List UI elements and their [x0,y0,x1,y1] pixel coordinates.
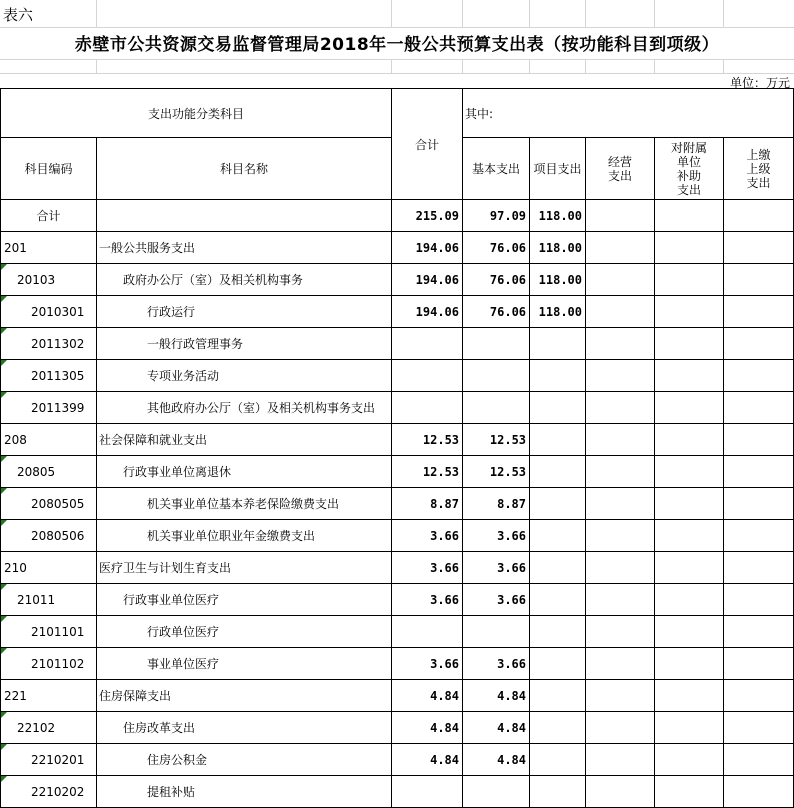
cell-total: 3.66 [392,520,463,552]
cell-subsidy [655,744,724,776]
cell-subsidy [655,424,724,456]
cell-subsidy [655,392,724,424]
grid-line [529,0,530,27]
cell-operating [586,648,655,680]
cell-name: 医疗卫生与计划生育支出 [97,552,392,584]
cell-total [392,360,463,392]
cell-subsidy [655,488,724,520]
cell-subsidy [655,456,724,488]
cell-basic [463,776,530,808]
cell-project [530,520,586,552]
cell-name: 一般公共服务支出 [97,232,392,264]
cell-operating [586,712,655,744]
cell-basic: 3.66 [463,584,530,616]
cell-upper [724,456,794,488]
cell-code: 2011305 [1,360,97,392]
grid-line [391,0,392,27]
cell-total: 3.66 [392,584,463,616]
cell-code: 221 [1,680,97,712]
cell-subsidy [655,712,724,744]
table-row [1,616,794,648]
cell-total [392,616,463,648]
cell-upper [724,360,794,392]
table-row [1,296,794,328]
cell-project [530,456,586,488]
cell-operating [586,552,655,584]
cell-upper [724,584,794,616]
cell-code: 2080505 [1,488,97,520]
cell-basic: 4.84 [463,712,530,744]
grid-line [585,59,586,73]
cell-upper [724,712,794,744]
cell-project [530,424,586,456]
grid-line [585,0,586,27]
cell-project: 118.00 [530,200,586,232]
table-row [1,744,794,776]
header-name: 科目名称 [97,138,392,200]
grid-line [529,59,530,73]
table-row [1,584,794,616]
cell-basic [463,616,530,648]
cell-total: 12.53 [392,424,463,456]
cell-subsidy [655,680,724,712]
cell-operating [586,520,655,552]
header-project: 项目支出 [530,138,586,200]
cell-total: 12.53 [392,456,463,488]
cell-upper [724,392,794,424]
table-row [1,488,794,520]
sheet-row-3 [0,59,794,74]
cell-name: 一般行政管理事务 [97,328,392,360]
sheet-label: 表六 [3,6,34,24]
table-row [1,200,794,232]
page-title: 赤壁市公共资源交易监督管理局2018年一般公共预算支出表（按功能科目到项级） [74,35,720,55]
cell-project [530,488,586,520]
cell-operating [586,424,655,456]
budget-table [0,88,794,808]
cell-code: 合计 [1,200,97,232]
cell-operating [586,264,655,296]
cell-subsidy [655,360,724,392]
cell-code: 208 [1,424,97,456]
cell-total: 194.06 [392,232,463,264]
grid-line [462,59,463,73]
cell-operating [586,488,655,520]
cell-subsidy [655,520,724,552]
cell-operating [586,776,655,808]
header-code: 科目编码 [1,138,97,200]
cell-operating [586,360,655,392]
cell-basic [463,328,530,360]
grid-line [723,59,724,73]
grid-line [654,0,655,27]
cell-name: 机关事业单位基本养老保险缴费支出 [97,488,392,520]
cell-name: 机关事业单位职业年金缴费支出 [97,520,392,552]
cell-total: 3.66 [392,552,463,584]
cell-total [392,392,463,424]
cell-basic [463,360,530,392]
grid-line [462,0,463,27]
cell-operating [586,328,655,360]
cell-subsidy [655,776,724,808]
cell-basic: 4.84 [463,680,530,712]
cell-total: 8.87 [392,488,463,520]
cell-total: 194.06 [392,264,463,296]
sheet-row-1 [0,0,794,28]
cell-operating [586,200,655,232]
table-row [1,360,794,392]
cell-total: 3.66 [392,648,463,680]
header-basic: 基本支出 [463,138,530,200]
cell-code: 2011302 [1,328,97,360]
cell-name: 政府办公厅（室）及相关机构事务 [97,264,392,296]
table-row [1,680,794,712]
cell-code: 2101102 [1,648,97,680]
cell-project [530,360,586,392]
cell-operating [586,616,655,648]
cell-subsidy [655,584,724,616]
cell-code: 2011399 [1,392,97,424]
cell-code: 2210202 [1,776,97,808]
cell-subsidy [655,648,724,680]
cell-project [530,584,586,616]
cell-upper [724,328,794,360]
cell-upper [724,200,794,232]
cell-upper [724,744,794,776]
cell-project: 118.00 [530,296,586,328]
cell-subsidy [655,200,724,232]
cell-basic: 8.87 [463,488,530,520]
cell-basic: 12.53 [463,424,530,456]
cell-name: 行政运行 [97,296,392,328]
cell-code: 2210201 [1,744,97,776]
cell-upper [724,424,794,456]
cell-subsidy [655,552,724,584]
cell-upper [724,488,794,520]
cell-project [530,328,586,360]
cell-basic: 76.06 [463,232,530,264]
cell-project: 118.00 [530,264,586,296]
cell-project [530,744,586,776]
cell-basic: 3.66 [463,520,530,552]
cell-name: 事业单位医疗 [97,648,392,680]
cell-project [530,616,586,648]
cell-upper [724,680,794,712]
header-total: 合计 [392,89,463,200]
cell-project [530,552,586,584]
cell-operating [586,680,655,712]
cell-upper [724,552,794,584]
table-row [1,552,794,584]
table-row [1,328,794,360]
cell-name: 社会保障和就业支出 [97,424,392,456]
cell-name: 住房改革支出 [97,712,392,744]
cell-code: 21011 [1,584,97,616]
cell-upper [724,776,794,808]
table-row [1,776,794,808]
cell-code: 201 [1,232,97,264]
cell-total: 194.06 [392,296,463,328]
cell-operating [586,296,655,328]
cell-basic: 12.53 [463,456,530,488]
grid-line [654,59,655,73]
cell-project [530,648,586,680]
cell-code: 210 [1,552,97,584]
cell-subsidy [655,264,724,296]
cell-operating [586,584,655,616]
header-subsidy: 对附属 单位 补助 支出 [655,138,724,200]
table-row [1,520,794,552]
header-operating: 经营 支出 [586,138,655,200]
cell-name: 专项业务活动 [97,360,392,392]
table-row [1,456,794,488]
cell-name [97,200,392,232]
cell-name: 住房保障支出 [97,680,392,712]
cell-total [392,776,463,808]
cell-project [530,680,586,712]
cell-total [392,328,463,360]
cell-total: 4.84 [392,712,463,744]
cell-upper [724,232,794,264]
cell-basic: 76.06 [463,264,530,296]
cell-basic: 3.66 [463,552,530,584]
unit-label: 单位：万元 [729,76,790,90]
cell-name: 提租补贴 [97,776,392,808]
cell-name: 行政事业单位离退休 [97,456,392,488]
cell-name: 住房公积金 [97,744,392,776]
cell-subsidy [655,328,724,360]
cell-basic: 76.06 [463,296,530,328]
grid-line [96,0,97,27]
grid-line [391,59,392,73]
cell-total: 4.84 [392,680,463,712]
cell-code: 2101101 [1,616,97,648]
table-row [1,392,794,424]
cell-name: 行政事业单位医疗 [97,584,392,616]
cell-operating [586,392,655,424]
table-row [1,232,794,264]
cell-subsidy [655,616,724,648]
cell-upper [724,520,794,552]
cell-project: 118.00 [530,232,586,264]
cell-basic: 4.84 [463,744,530,776]
header-upper: 上缴 上级 支出 [724,138,794,200]
cell-basic: 3.66 [463,648,530,680]
cell-project [530,776,586,808]
cell-upper [724,616,794,648]
table-row [1,712,794,744]
cell-operating [586,456,655,488]
grid-line [723,0,724,27]
header-among: 其中: [463,89,794,138]
cell-name: 其他政府办公厅（室）及相关机构事务支出 [97,392,392,424]
cell-name: 行政单位医疗 [97,616,392,648]
cell-operating [586,232,655,264]
table-row [1,424,794,456]
cell-subsidy [655,232,724,264]
cell-upper [724,296,794,328]
cell-upper [724,264,794,296]
cell-project [530,392,586,424]
cell-total: 4.84 [392,744,463,776]
table-row [1,648,794,680]
cell-upper [724,648,794,680]
cell-code: 22102 [1,712,97,744]
cell-basic [463,392,530,424]
cell-operating [586,744,655,776]
cell-basic: 97.09 [463,200,530,232]
cell-subsidy [655,296,724,328]
grid-line [96,59,97,73]
cell-code: 2080506 [1,520,97,552]
cell-code: 20805 [1,456,97,488]
cell-total: 215.09 [392,200,463,232]
cell-code: 20103 [1,264,97,296]
header-category: 支出功能分类科目 [1,89,392,138]
cell-project [530,712,586,744]
table-row [1,264,794,296]
cell-code: 2010301 [1,296,97,328]
